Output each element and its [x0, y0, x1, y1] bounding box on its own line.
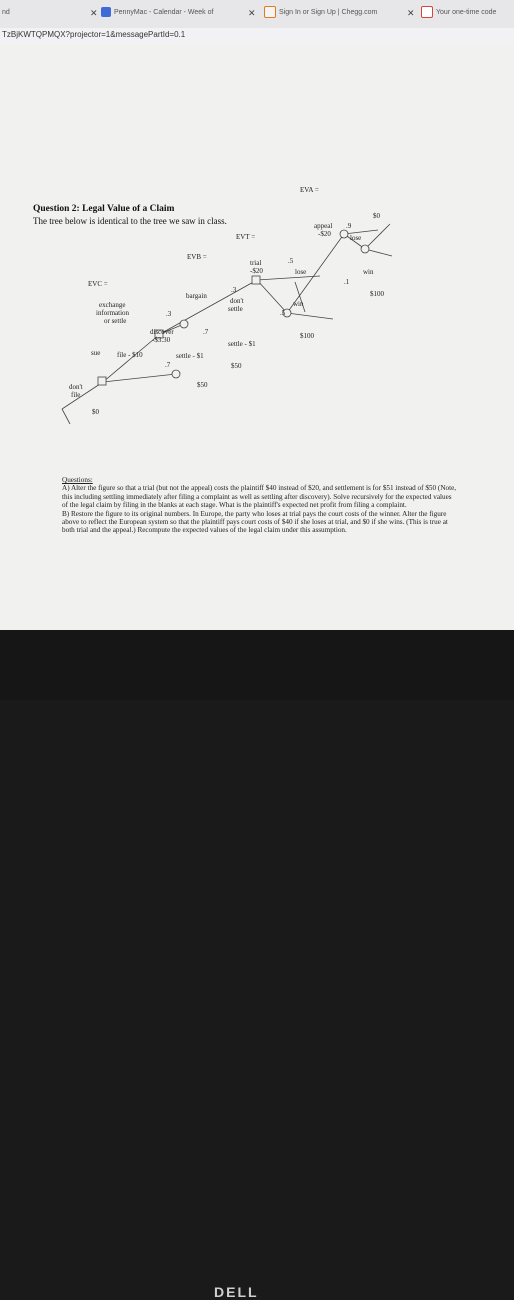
- branch-label: don't: [69, 383, 83, 391]
- payoff-label: $0: [373, 212, 380, 220]
- address-bar[interactable]: [0, 28, 514, 45]
- branch-label: information: [96, 309, 130, 317]
- question-title: Question 2: Legal Value of a Claim: [33, 204, 175, 214]
- tab-label: Sign In or Sign Up | Chegg.com: [279, 9, 378, 16]
- branch-label: settle - $1: [228, 340, 256, 348]
- branch-label: bargain: [186, 292, 207, 300]
- branch-label: appeal: [314, 222, 333, 230]
- probability-label: .5: [280, 309, 286, 317]
- branch-label: file - $10: [117, 351, 143, 359]
- evt-label: EVT =: [236, 233, 256, 241]
- decision-node: [252, 276, 260, 284]
- payoff-label: $100: [370, 290, 384, 298]
- tab-pennymac[interactable]: [101, 4, 243, 22]
- questions-header: Questions:: [62, 476, 93, 484]
- question-b: B) Restore the figure to its original numbers. In Europe, the party who loses at trial pays the court costs of the winner. Alter the figure above to reflect the European system so that the plaintiff pays court costs of $40 if she loses at trial, and $0 if she wins. (This is true at both trial and the appeal.) Recompute the expected values of the legal claim under this assumption.: [62, 509, 448, 535]
- chance-node: [172, 370, 180, 378]
- tab-label: Your one-time code: [436, 9, 497, 16]
- probability-label: .9: [346, 222, 352, 230]
- branch-label: lose: [295, 268, 307, 276]
- close-icon[interactable]: ✕: [90, 8, 98, 18]
- branch-label: don't: [230, 297, 244, 305]
- chance-node: [340, 230, 348, 238]
- probability-label: .3: [166, 310, 172, 318]
- branch-label: lose: [350, 234, 362, 242]
- branch-label: trial: [250, 259, 262, 267]
- branch-label: settle - $1: [176, 352, 204, 360]
- cost-label: -$20: [318, 230, 331, 238]
- dell-logo: DELL: [214, 1284, 259, 1300]
- probability-label: .1: [344, 278, 350, 286]
- decision-tree: [0, 44, 514, 630]
- payoff-label: $50: [231, 362, 242, 370]
- branch-label: exchange: [99, 301, 126, 309]
- evc-label: EVC =: [88, 280, 108, 288]
- eva-label: EVA =: [300, 186, 319, 194]
- branch-label: or settle: [104, 317, 127, 325]
- tab-partial[interactable]: [2, 4, 42, 22]
- close-icon[interactable]: ✕: [407, 8, 415, 18]
- browser-tab-strip: [0, 0, 514, 29]
- probability-label: .3: [231, 286, 237, 294]
- branch-label: file: [71, 391, 81, 399]
- payoff-label: $100: [300, 332, 314, 340]
- payoff-label: $0: [92, 408, 99, 416]
- branch-label: win: [363, 268, 374, 276]
- branch-label: settle: [228, 305, 243, 313]
- evb-label: EVB =: [187, 253, 207, 261]
- close-icon[interactable]: ✕: [248, 8, 256, 18]
- tab-gmail[interactable]: [421, 4, 514, 22]
- probability-label: .5: [288, 257, 294, 265]
- chegg-icon: [264, 6, 276, 18]
- chance-node: [180, 320, 188, 328]
- monitor-bezel: [0, 630, 514, 1300]
- tab-chegg[interactable]: [264, 4, 399, 22]
- probability-label: .7: [165, 361, 171, 369]
- payoff-label: $50: [197, 381, 208, 389]
- cost-label: -$20: [250, 267, 263, 275]
- branch-label: sue: [91, 349, 101, 357]
- cost-label: -$3.30: [152, 336, 171, 344]
- questions-section: [62, 476, 457, 535]
- gmail-icon: [421, 6, 433, 18]
- chance-node: [361, 245, 369, 253]
- tab-label: PennyMac - Calendar - Week of: [114, 9, 214, 16]
- calendar-icon: [101, 7, 111, 17]
- probability-label: .7: [203, 328, 209, 336]
- question-a: A) Alter the figure so that a trial (but not the appeal) costs the plaintiff $40 instead of $20, and settlement is for $51 instead of $50 (Note, this including settling immediately after filing a complaint as well as settling after discovery). Solve recursively for the expected values of the legal claim by filing in the blanks at each stage. What is the plaintiff's expected net profit from filing a complaint.: [62, 484, 457, 510]
- decision-node: [98, 377, 106, 385]
- branch-label: discover: [150, 328, 174, 336]
- question-subtitle: The tree below is identical to the tree we saw in class.: [33, 216, 227, 226]
- url-text: TzBjKWTQPMQX?projector=1&messagePartId=0.1: [2, 30, 186, 39]
- document-page: [0, 44, 514, 630]
- branch-label: win: [293, 300, 304, 308]
- tab-label: nd: [2, 9, 10, 16]
